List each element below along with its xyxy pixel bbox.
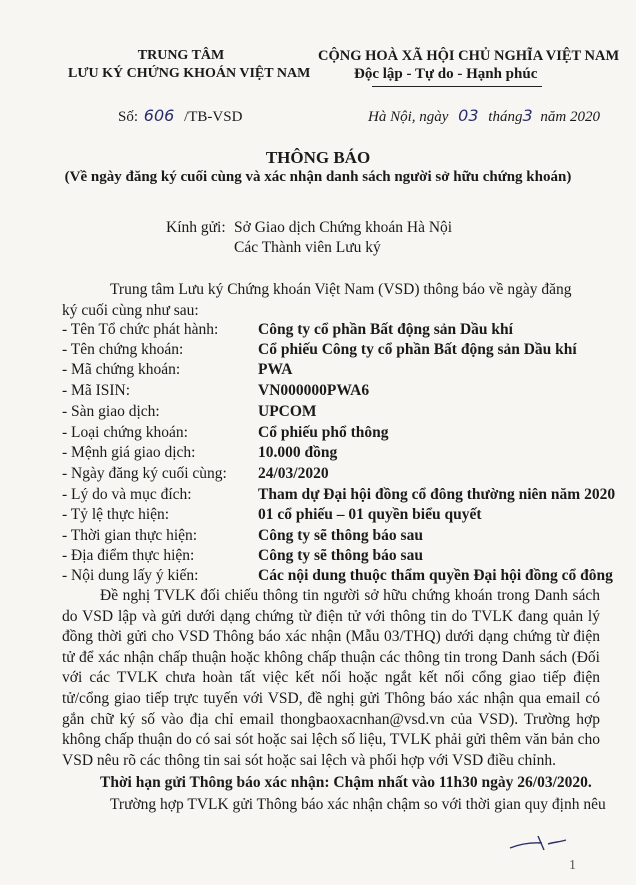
document-number — [118, 106, 242, 126]
field-value: PWA — [258, 361, 293, 378]
field-value: Công ty sẽ thông báo sau — [258, 547, 423, 564]
field-value: Cổ phiếu phổ thông — [258, 424, 389, 441]
motto-underline — [372, 86, 542, 87]
intro-line1: Trung tâm Lưu ký Chứng khoán Việt Nam (VSD) thông báo về ngày đăng — [110, 281, 572, 298]
doc-number-prefix: Số: — [118, 109, 139, 125]
body-line: tử để xác nhận chấp thuận hoặc không chấp thuận các thông tin trong Danh sách (Đối — [62, 648, 600, 666]
body-line: gắn chữ ký số vào địa chỉ email thongbaoxacnhan@vsd.vn của VSD). Trường hợp — [62, 710, 600, 728]
field-label: - Tỷ lệ thực hiện: — [62, 506, 170, 523]
field-label: - Lý do và mục đích: — [62, 486, 192, 503]
date-month: 3 — [522, 106, 533, 125]
document-title: THÔNG BÁO — [265, 148, 371, 167]
field-value: Công ty sẽ thông báo sau — [258, 527, 423, 544]
field-value: UPCOM — [258, 403, 317, 420]
motto: Độc lập - Tự do - Hạnh phúc — [354, 66, 538, 82]
field-label: - Mệnh giá giao dịch: — [62, 444, 196, 461]
field-label: - Tên Tổ chức phát hành: — [62, 321, 219, 338]
field-value: 10.000 đồng — [258, 444, 338, 461]
field-label: - Thời gian thực hiện: — [62, 527, 198, 544]
field-value: 01 cổ phiếu – 01 quyền biểu quyết — [258, 506, 482, 523]
body-line: không chấp thuận do có sai sót hoặc sai lệch số liệu, TVLK phải gửi thêm văn bản cho — [62, 731, 600, 749]
recipient-hnx: Sở Giao dịch Chứng khoán Hà Nội — [234, 219, 453, 236]
date-year: năm 2020 — [540, 109, 600, 125]
field-value: Cổ phiếu Công ty cổ phần Bất động sản Dầu khí — [258, 341, 577, 358]
field-value: Công ty cổ phần Bất động sản Dầu khí — [258, 321, 513, 338]
body-line: VSD nêu rõ các thông tin sai sót hoặc sai lệch và phối hợp với VSD điều chỉnh. — [62, 751, 556, 769]
recipients-label: Kính gửi: — [166, 219, 226, 236]
field-label: - Nội dung lấy ý kiến: — [62, 567, 199, 584]
field-label: - Địa điểm thực hiện: — [62, 547, 195, 564]
recipient-members: Các Thành viên Lưu ký — [234, 239, 381, 256]
field-label: - Sàn giao dịch: — [62, 403, 160, 420]
field-value: Các nội dung thuộc thẩm quyền Đại hội đồng cổ đông — [258, 567, 613, 584]
body-paragraph — [62, 586, 600, 771]
late-paragraph: Trường hợp TVLK gửi Thông báo xác nhận chậm so với thời gian quy định nêu — [110, 796, 606, 813]
intro-line2: ký cuối cùng như sau: — [62, 302, 199, 319]
document-date — [368, 106, 600, 126]
country-name: CỘNG HOÀ XÃ HỘI CHỦ NGHĨA VIỆT NAM — [318, 48, 620, 64]
field-label: - Loại chứng khoán: — [62, 424, 188, 441]
org-name-line1: TRUNG TÂM — [137, 48, 225, 63]
body-line: với các TVLK chưa hoàn tất việc kết nối hoặc ngắt kết nối cổng giao tiếp điện — [62, 669, 600, 687]
field-value: VN000000PWA6 — [258, 382, 370, 399]
document-subtitle: (Về ngày đăng ký cuối cùng và xác nhận danh sách người sở hữu chứng khoán) — [64, 169, 572, 185]
body-line: đồng thời gửi cho VSD Thông báo xác nhận (Mẫu 03/THQ) dưới dạng chứng từ điện — [62, 628, 600, 646]
body-line: do VSD lập và gửi dưới dạng chứng từ điện tử với thông tin do TVLK đang quản lý — [62, 607, 600, 625]
doc-number-suffix: /TB-VSD — [184, 109, 243, 125]
deadline-notice: Thời hạn gửi Thông báo xác nhận: Chậm nhất vào 11h30 ngày 26/03/2020. — [100, 774, 592, 791]
page-number: 1 — [569, 858, 576, 873]
body-line: tử/cổng giao tiếp trực tuyến với VSD, đề nghị gửi Thông báo xác nhận qua email có — [62, 689, 600, 707]
field-value: Tham dự Đại hội đồng cổ đông thường niên năm 2020 — [258, 486, 616, 503]
date-day: 03 — [458, 106, 479, 125]
initials-signature-icon — [508, 830, 568, 854]
field-label: - Mã chứng khoán: — [62, 361, 181, 378]
date-place: Hà Nội, ngày — [368, 109, 449, 125]
field-value: 24/03/2020 — [258, 465, 329, 482]
field-label: - Mã ISIN: — [62, 382, 131, 399]
field-label: - Ngày đăng ký cuối cùng: — [62, 465, 227, 482]
field-label: - Tên chứng khoán: — [62, 341, 184, 358]
body-line: Đề nghị TVLK đối chiếu thông tin người sở hữu chứng khoán trong Danh sách — [100, 587, 600, 604]
doc-number-handwritten: 606 — [143, 106, 175, 125]
org-name-line2: LƯU KÝ CHỨNG KHOÁN VIỆT NAM — [68, 66, 311, 81]
date-month-label: tháng — [488, 109, 523, 125]
